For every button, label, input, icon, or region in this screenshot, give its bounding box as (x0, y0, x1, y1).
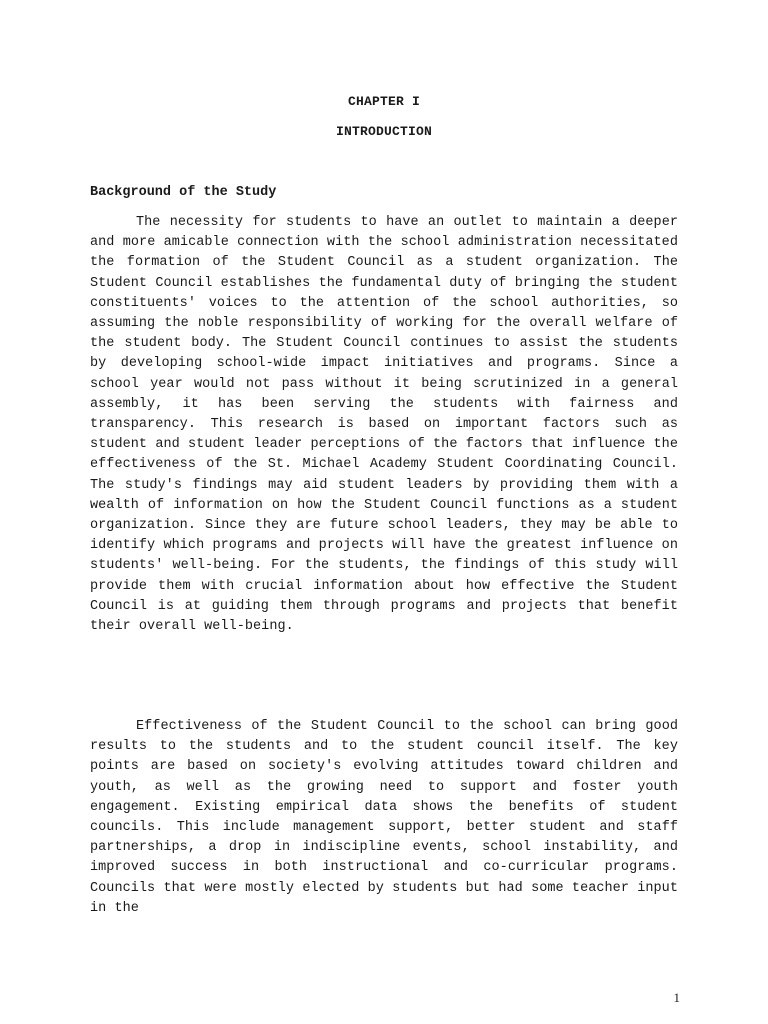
chapter-heading: CHAPTER I (347, 94, 420, 109)
body-paragraph-1: The necessity for students to have an outlet to maintain a deeper and more amicable connection with the school administration necessitated the formation of the Student Council as a student organization. The Student Council establishes the fundamental duty of bringing the student constituents' voices to the attention of the school authorities, so assuming the noble responsibility of working for the overall welfare of the student body. The Student Council continues to assist the students by developing school-wide impact initiatives and programs. Since a school year would not pass without it being scrutinized in a general assembly, it has been serving the students with fairness and transparency. This research is based on important factors such as student and student leader perceptions of the factors that influence the effectiveness of the St. Michael Academy Student Coordinating Council. The study's findings may aid student leaders by providing them with a wealth of information on how the Student Council functions as a student organization. Since they are future school leaders, they may be able to identify which programs and projects will have the greatest influence on students' well-being. For the students, the findings of this study will provide them with crucial information about how effective the Student Council is at guiding them through programs and projects that benefit their overall well-being. (90, 215, 678, 635)
section-heading: Background of the Study (90, 185, 277, 200)
page-number: 1 (673, 990, 680, 1005)
chapter-title: INTRODUCTION (335, 124, 432, 139)
body-paragraph-2: Effectiveness of the Student Council to the school can bring good results to the students and to the student council itself. The key points are based on society's evolving attitudes toward children and youth, as well as the growing need to support and foster youth engagement. Existing empirical data shows the benefits of student councils. This include management support, better student and staff partnerships, a drop in indiscipline events, school instability, and improved success in both instructional and co-curricular programs. Councils that were mostly elected by students but had some teacher input in the (90, 719, 678, 916)
